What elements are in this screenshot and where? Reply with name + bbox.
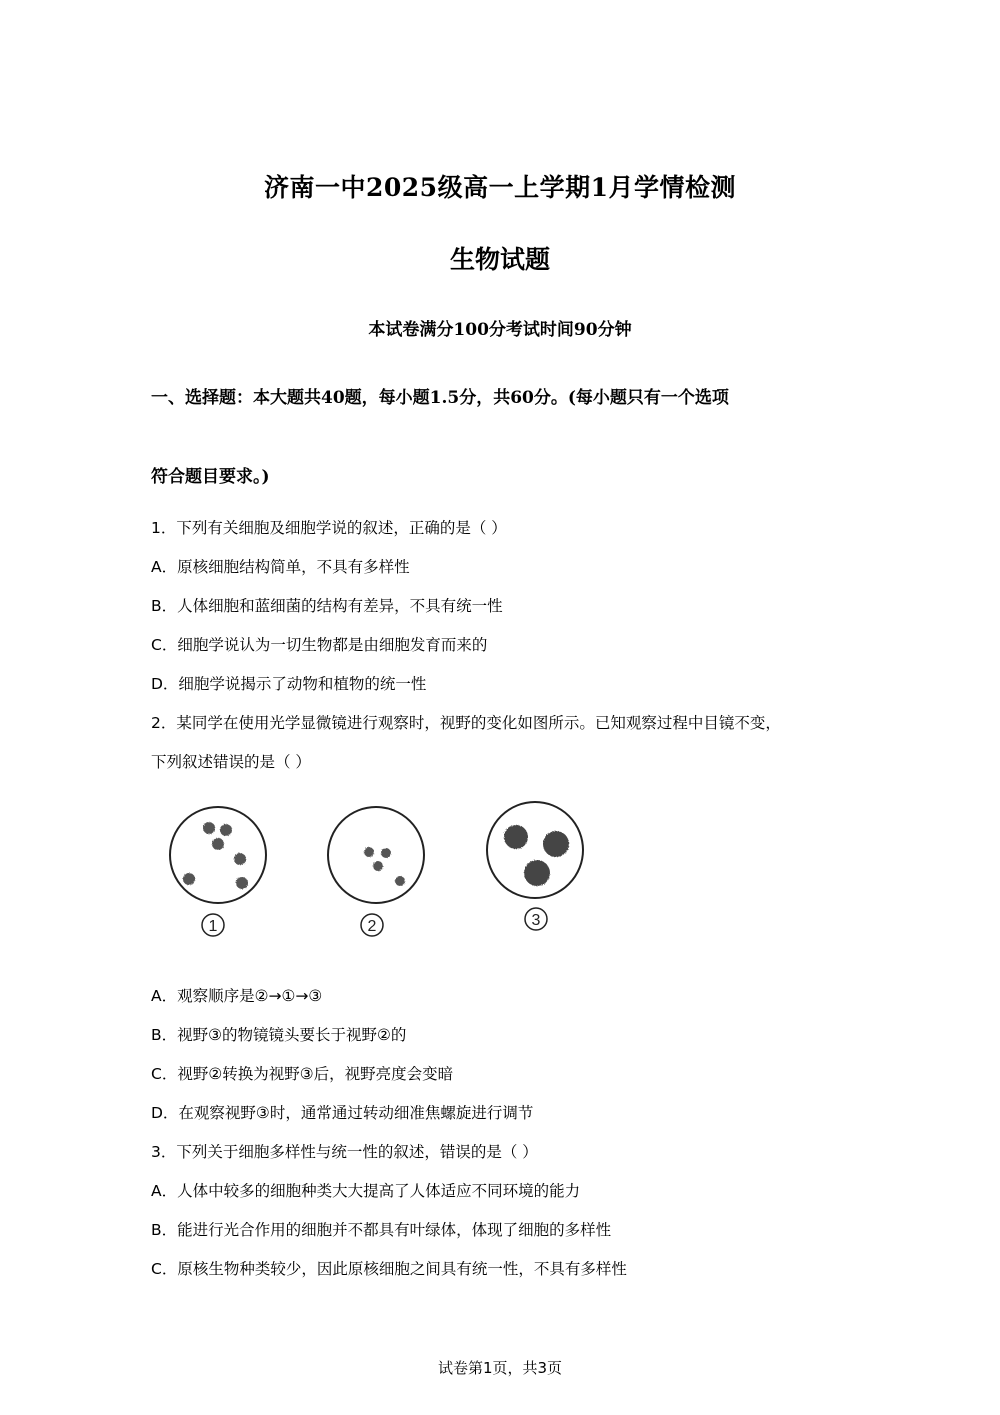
svg-text:2: 2 [367, 918, 377, 935]
figure-label-1 [202, 914, 224, 936]
exam-info: 本试卷满分100分考试时间90分钟 [368, 320, 632, 340]
question-3-option-c: C．原核生物种类较少，因此原核细胞之间具有统一性，不具有多样性 [151, 1260, 627, 1278]
question-3-option-b: B．能进行光合作用的细胞并不都具有叶绿体，体现了细胞的多样性 [151, 1221, 612, 1239]
page-footer: 试卷第1页，共3页 [437, 1359, 563, 1377]
figure-label-3 [525, 908, 547, 930]
question-3-stem: 3．下列关于细胞多样性与统一性的叙述，错误的是（ ） [151, 1143, 538, 1161]
exam-title: 济南一中2025级高一上学期1月学情检测 [264, 173, 736, 202]
svg-text:1: 1 [208, 918, 218, 935]
question-2-option-b: B．视野③的物镜镜头要长于视野②的 [151, 1026, 407, 1044]
question-2-option-a: A．观察顺序是②→①→③ [151, 987, 323, 1005]
microscope-view-1 [170, 807, 266, 903]
question-2-option-c: C．视野②转换为视野③后，视野亮度会变暗 [151, 1065, 454, 1083]
question-2-stem-line1: 2．某同学在使用光学显微镜进行观察时，视野的变化如图所示。已知观察过程中目镜不变， [151, 714, 781, 732]
question-1-stem: 1．下列有关细胞及细胞学说的叙述，正确的是（ ） [151, 519, 507, 537]
question-2-stem-line2: 下列叙述错误的是（ ） [151, 753, 311, 771]
microscope-view-2 [328, 807, 424, 903]
subject-title: 生物试题 [449, 245, 550, 274]
figure-label-2 [361, 914, 383, 936]
section-heading-line1: 一、选择题：本大题共40题，每小题1.5分，共60分。(每小题只有一个选项 [151, 388, 729, 408]
question-1-option-d: D．细胞学说揭示了动物和植物的统一性 [151, 675, 427, 693]
question-2-option-d: D．在观察视野③时，通常通过转动细准焦螺旋进行调节 [151, 1104, 534, 1122]
question-1-option-b: B．人体细胞和蓝细菌的结构有差异，不具有统一性 [151, 597, 503, 615]
microscope-view-3 [487, 802, 583, 898]
question-1-option-a: A．原核细胞结构简单，不具有多样性 [151, 558, 410, 576]
question-3-option-a: A．人体中较多的细胞种类大大提高了人体适应不同环境的能力 [151, 1182, 581, 1200]
question-1-option-c: C．细胞学说认为一切生物都是由细胞发育而来的 [151, 636, 488, 654]
svg-text:3: 3 [531, 912, 541, 929]
microscope-view-figure [160, 795, 600, 945]
section-heading-line2: 符合题目要求。) [151, 467, 270, 487]
